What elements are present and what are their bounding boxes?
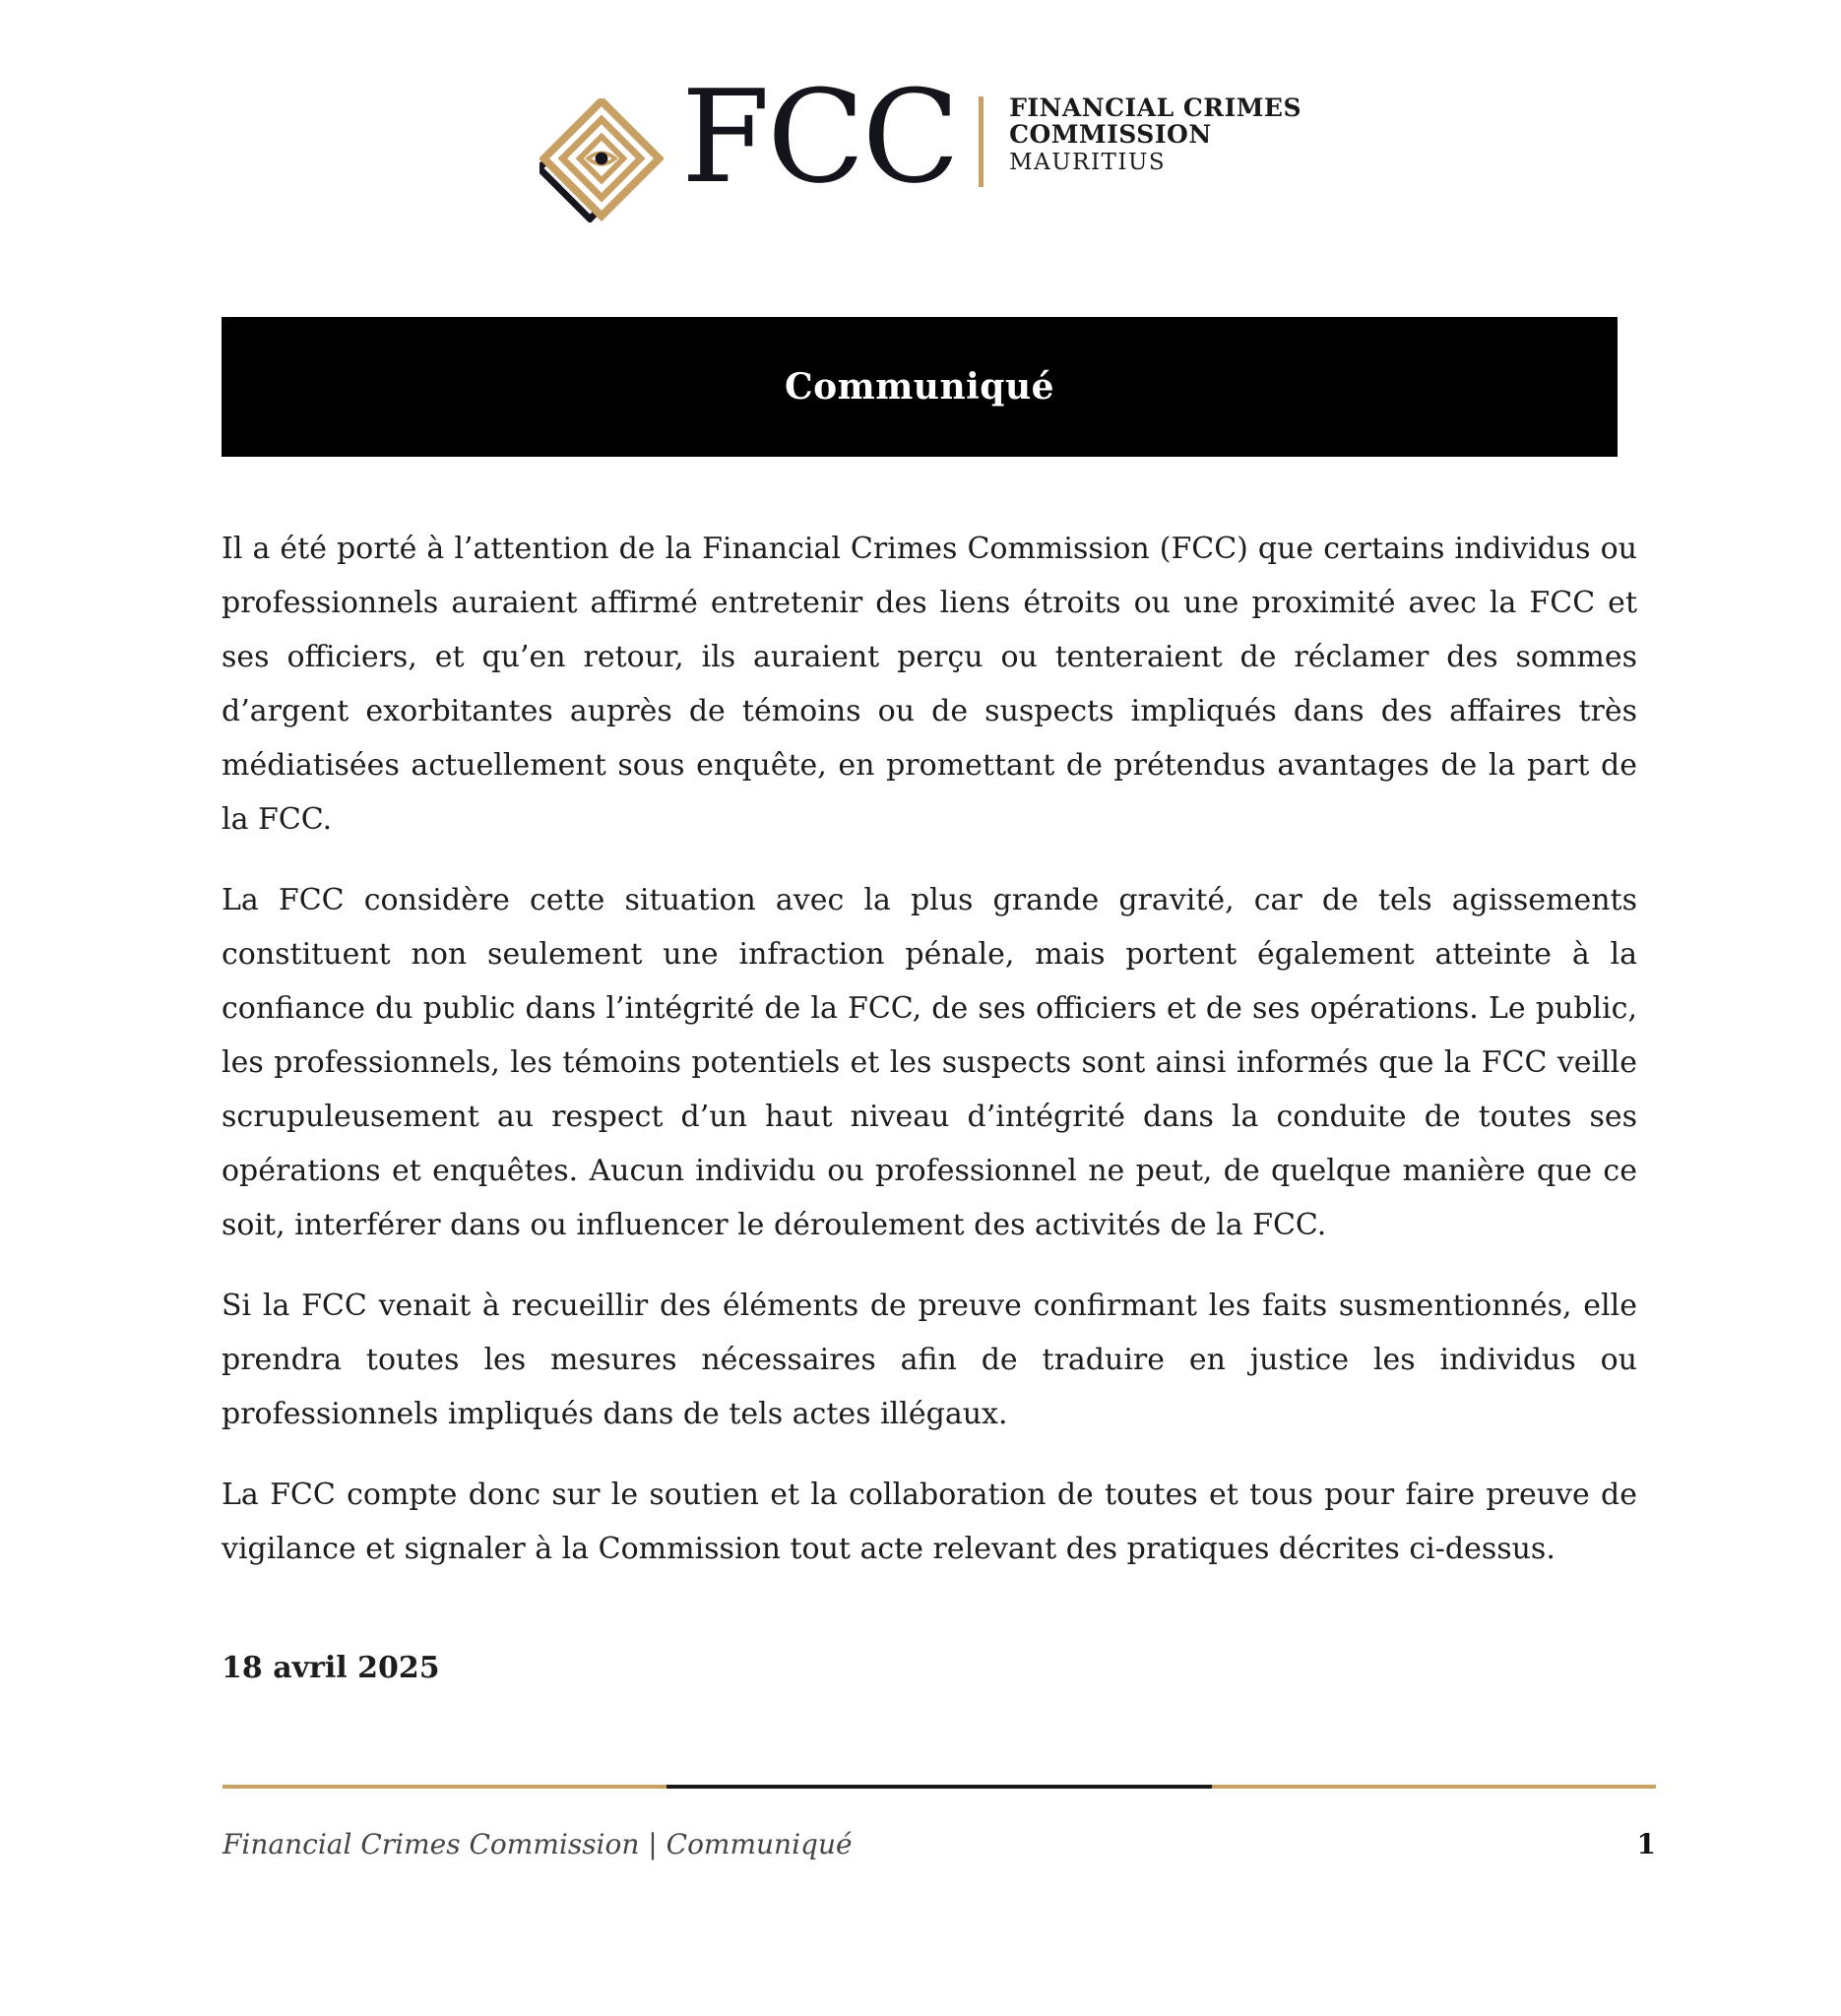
footer-divider-line [222, 1785, 1656, 1789]
paragraph-4: La FCC compte donc sur le soutien et la collaboration de toutes et tous pour faire preuve de vigilance et signaler à la Commission tout acte relevant des pratiques décrites ci-dessus. [222, 1478, 1637, 1566]
org-name-block [1009, 94, 1301, 176]
footer-document-label: Financial Crimes Commission | Communiqué [222, 1828, 853, 1860]
org-name-line1: FINANCIAL CRIMES [1009, 94, 1302, 122]
logo-divider-bar [979, 96, 984, 187]
paragraph-1: Il a été porté à l’attention de la Financial Crimes Commission (FCC) que certains individus ou professionnels auraient affirmé entretenir des liens étroits ou une proximité avec la FCC et ses officiers, et qu’en retour, ils auraient perçu ou tenteraient de réclamer des sommes d’argent exorbitantes auprès de témoins ou de suspects impliqués dans des affaires très médiatisées actuellement sous enquête, en promettant de prétendus avantages de la part de la FCC. [222, 532, 1637, 837]
document-body [222, 522, 1637, 1695]
eye-icon [588, 153, 615, 165]
fcc-wordmark: FCC [680, 62, 958, 212]
org-name-line2: COMMISSION [1009, 120, 1212, 149]
footer-divider-dark-middle [667, 1785, 1211, 1789]
fcc-logo-icon [540, 98, 664, 222]
page-footer [222, 1785, 1656, 1860]
document-title: Communiqué [784, 366, 1055, 408]
title-banner [222, 317, 1618, 457]
footer-divider-gold-right [1212, 1785, 1656, 1789]
footer-divider-gold-left [222, 1785, 667, 1789]
document-date: 18 avril 2025 [222, 1651, 440, 1685]
org-name-line3: MAURITIUS [1009, 150, 1167, 175]
letterhead [0, 0, 1841, 222]
footer-text-row [222, 1828, 1656, 1860]
paragraph-3: Si la FCC venait à recueillir des éléments de preuve confirmant les faits susmentionnés, elle prendra toutes les mesures nécessaires afin de traduire en justice les individus ou professionnels impliqués dans de tels actes illégaux. [222, 1289, 1637, 1431]
page-number: 1 [1636, 1828, 1656, 1860]
paragraph-2: La FCC considère cette situation avec la plus grande gravité, car de tels agissements constituent non seulement une infraction pénale, mais portent également atteinte à la confiance du public dans l’intégrité de la FCC, de ses officiers et de ses opérations. Le public, les professionnels, les témoins potentiels et les suspects sont ainsi informés que la FCC veille scrupuleusement au respect d’un haut niveau d’intégrité dans la conduite de toutes ses opérations et enquêtes. Aucun individu ou professionnel ne peut, de quelque manière que ce soit, interférer dans ou influencer le déroulement des activités de la FCC. [222, 883, 1637, 1242]
